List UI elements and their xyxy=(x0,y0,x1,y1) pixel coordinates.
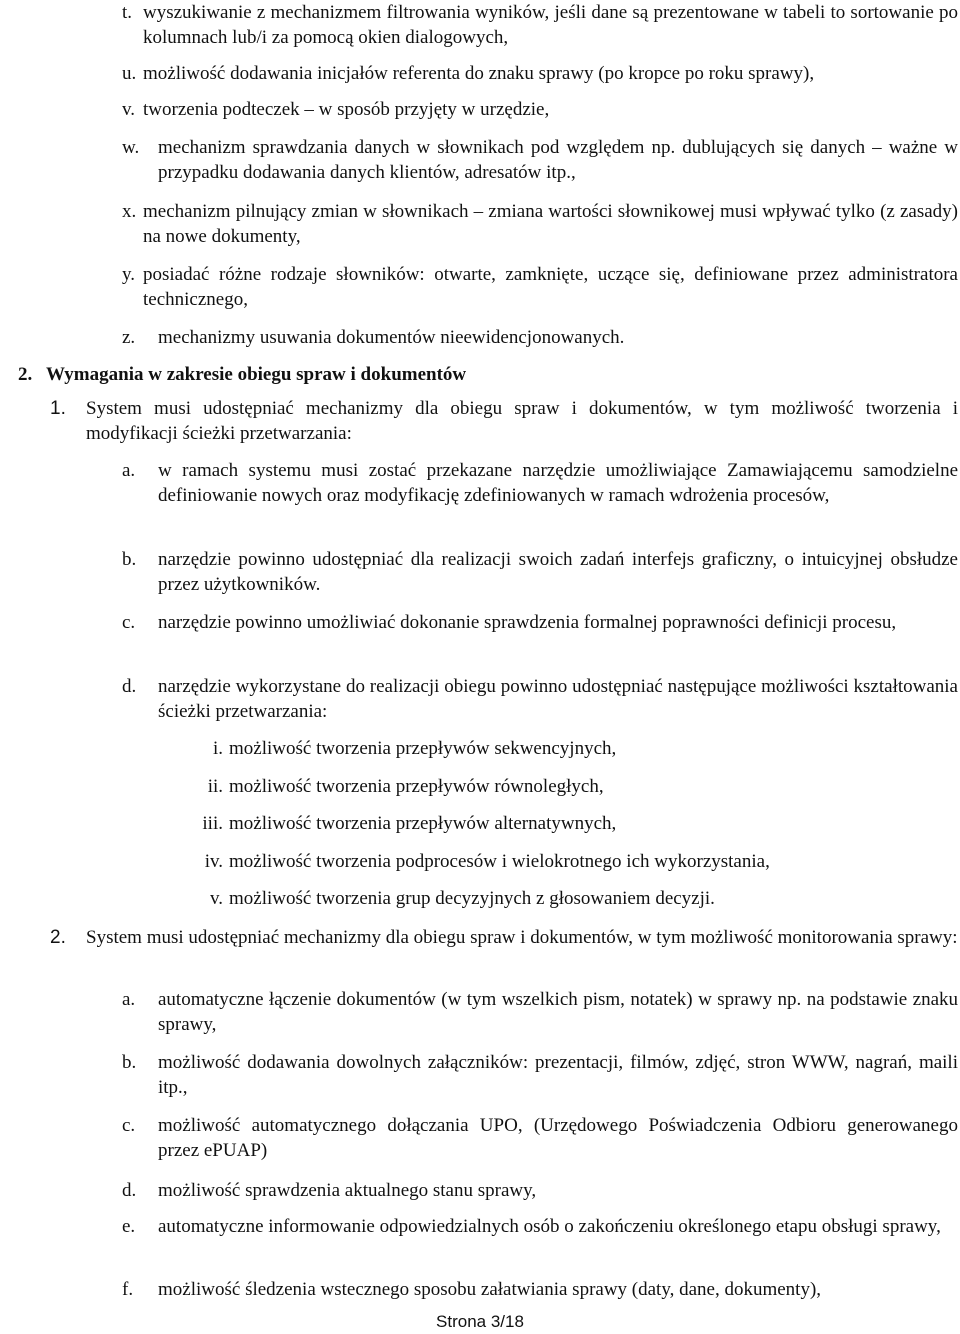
list-item-y xyxy=(122,262,958,312)
list-item-text: możliwość tworzenia podprocesów i wielokrotnego ich wykorzystania, xyxy=(229,851,770,872)
list-item-text: tworzenia podteczek – w sposób przyjęty w urzędzie, xyxy=(143,99,550,120)
req2-item-e xyxy=(122,1214,958,1239)
list-item-text: automatyczne łączenie dokumentów (w tym wszelkich pism, notatek) w sprawy np. na podstawie znaku sprawy, xyxy=(158,989,958,1035)
list-item-text: możliwość tworzenia przepływów sekwencyjnych, xyxy=(229,738,617,759)
section-number: 2. xyxy=(18,364,33,385)
list-item-text: mechanizmy usuwania dokumentów nieewidencjonowanych. xyxy=(158,327,625,348)
list-marker: a. xyxy=(122,989,136,1010)
list-item-text: mechanizm pilnujący zmian w słownikach – zmiana wartości słownikowej musi wpływać tylko (z zasady) na nowe dokumenty, xyxy=(143,201,958,247)
list-marker: f. xyxy=(122,1279,134,1300)
section-heading xyxy=(18,362,958,387)
list-item-text: posiadać różne rodzaje słowników: otwarte, zamknięte, uczące się, definiowane przez administratora technicznego, xyxy=(143,264,958,310)
requirement-number: 2. xyxy=(50,927,66,948)
req2-item-a xyxy=(122,987,958,1037)
list-item-t xyxy=(122,0,958,50)
req1-subitem-ii xyxy=(160,774,958,799)
list-item-text: możliwość śledzenia wstecznego sposobu załatwiania sprawy (daty, dane, dokumenty), xyxy=(158,1279,822,1300)
list-marker: b. xyxy=(122,1052,137,1073)
list-item-w xyxy=(122,135,958,185)
req2-item-d xyxy=(122,1178,958,1203)
list-marker: v. xyxy=(122,99,136,120)
list-item-text: możliwość tworzenia przepływów równoległych, xyxy=(229,776,604,797)
list-marker: t. xyxy=(122,2,133,23)
list-item-text: możliwość tworzenia grup decyzyjnych z głosowaniem decyzji. xyxy=(229,888,715,909)
req2-item-c xyxy=(122,1113,958,1163)
list-item-text: możliwość automatycznego dołączania UPO, (Urzędowego Poświadczenia Odbioru generowanego przez ePUAP) xyxy=(158,1115,958,1161)
list-item-text: w ramach systemu musi zostać przekazane narzędzie umożliwiające Zamawiającemu samodzielne definiowanie nowych oraz modyfikację zdefiniowanych w ramach wdrożenia procesów, xyxy=(158,460,958,506)
list-item-text: narzędzie wykorzystane do realizacji obiegu powinno udostępniać następujące możliwości kształtowania ścieżki przetwarzania: xyxy=(158,676,958,722)
requirement-number: 1. xyxy=(50,398,66,419)
requirement-2 xyxy=(50,925,958,950)
req1-subitem-iii xyxy=(160,811,958,836)
page-number-footer: Strona 3/18 xyxy=(436,1312,524,1331)
list-marker: d. xyxy=(122,1180,137,1201)
list-marker: e. xyxy=(122,1216,136,1237)
requirement-text: System musi udostępniać mechanizmy dla obiegu spraw i dokumentów, w tym możliwość monitorowania sprawy: xyxy=(86,927,958,948)
list-marker: i. xyxy=(212,738,223,759)
list-marker: v. xyxy=(209,888,223,909)
requirement-text: System musi udostępniać mechanizmy dla obiegu spraw i dokumentów, w tym możliwość tworzenia i modyfikacji ścieżki przetwarzania: xyxy=(86,398,958,444)
list-item-text: możliwość sprawdzenia aktualnego stanu sprawy, xyxy=(158,1180,537,1201)
list-marker: ii. xyxy=(207,776,223,797)
list-marker: iii. xyxy=(202,813,223,834)
req1-item-b xyxy=(122,547,958,597)
list-item-text: możliwość tworzenia przepływów alternatywnych, xyxy=(229,813,617,834)
list-item-v xyxy=(122,97,958,122)
requirement-1 xyxy=(50,396,958,446)
req1-subitem-iv xyxy=(160,849,958,874)
req1-item-c xyxy=(122,610,958,635)
req1-item-d xyxy=(122,674,958,724)
list-item-text: możliwość dodawania inicjałów referenta do znaku sprawy (po kropce po roku sprawy), xyxy=(143,63,815,84)
list-marker: z. xyxy=(122,327,136,348)
list-item-text: narzędzie powinno udostępniać dla realizacji swoich zadań interfejs graficzny, o intuicyjnej obsłudze przez użytkowników. xyxy=(158,549,958,595)
list-item-text: narzędzie powinno umożliwiać dokonanie sprawdzenia formalnej poprawności definicji procesu, xyxy=(158,612,897,633)
list-item-u xyxy=(122,61,958,86)
list-marker: a. xyxy=(122,460,136,481)
req1-subitem-i xyxy=(160,736,958,761)
list-marker: x. xyxy=(122,201,137,222)
req1-item-a xyxy=(122,458,958,508)
section-title: Wymagania w zakresie obiegu spraw i dokumentów xyxy=(46,364,467,385)
list-item-text: automatyczne informowanie odpowiedzialnych osób o zakończeniu określonego etapu obsługi sprawy, xyxy=(158,1216,941,1237)
list-marker: b. xyxy=(122,549,137,570)
list-item-text: wyszukiwanie z mechanizmem filtrowania wyników, jeśli dane są prezentowane w tabeli to sortowanie po kolumnach lub/i za pomocą okien dialogowych, xyxy=(143,2,958,48)
req2-item-f xyxy=(122,1277,958,1302)
req2-item-b xyxy=(122,1050,958,1100)
list-marker: c. xyxy=(122,1115,136,1136)
list-marker: w. xyxy=(122,137,140,158)
list-marker: iv. xyxy=(204,851,223,872)
list-marker: d. xyxy=(122,676,137,697)
list-item-text: mechanizm sprawdzania danych w słownikach pod względem np. dublujących się danych – ważne w przypadku dodawania danych klientów, adresatów itp., xyxy=(158,137,958,183)
list-marker: c. xyxy=(122,612,136,633)
list-marker: y. xyxy=(122,264,136,285)
req1-subitem-v xyxy=(160,886,958,911)
list-marker: u. xyxy=(122,63,137,84)
list-item-x xyxy=(122,199,958,249)
list-item-text: możliwość dodawania dowolnych załączników: prezentacji, filmów, zdjęć, stron WWW, nagrań, maili itp., xyxy=(158,1052,958,1098)
list-item-z xyxy=(122,325,958,350)
